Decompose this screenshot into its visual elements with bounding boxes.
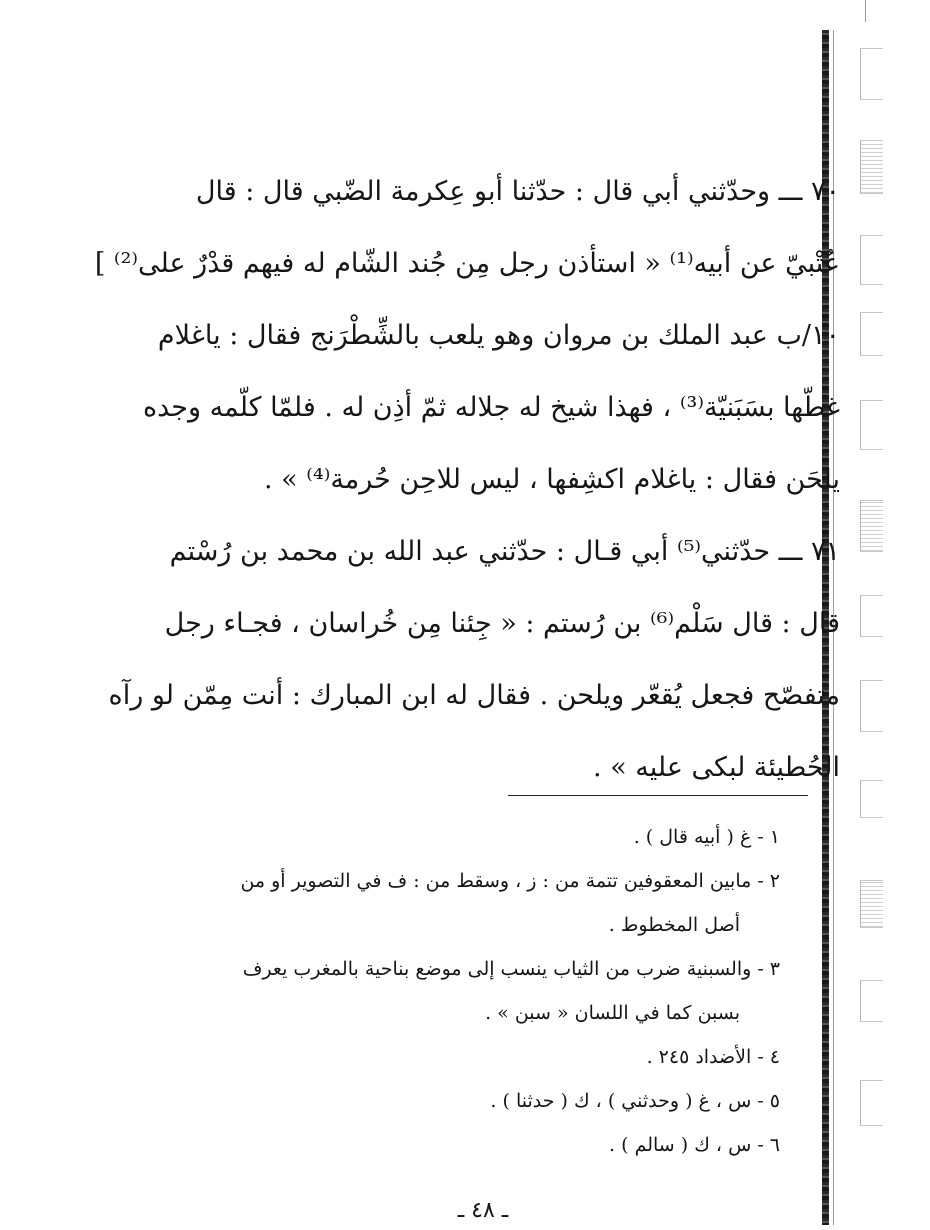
margin-mark [860, 500, 883, 552]
margin-mark [860, 235, 883, 285]
text-line: غطّها بسَبَنيّة⁽³⁾ ، فهذا شيخ له جلاله ثمّ أذِن له . فلمّا كلّمه وجده [142, 392, 840, 423]
footnote-separator [508, 795, 808, 796]
text-line: عُتْبيّ عن أبيه⁽¹⁾ « استأذن رجل مِن جُند الشّام له فيهم قدْرٌ على⁽²⁾ ] [94, 248, 840, 279]
margin-mark [860, 880, 883, 928]
margin-mark [860, 595, 883, 637]
margin-mark [860, 312, 883, 356]
margin-mark [860, 48, 883, 100]
margin-mark [860, 140, 883, 194]
text-line: يلحَن فقال : ياغلام اكشِفها ، ليس للاحِن حُرمة⁽⁴⁾ » . [263, 464, 840, 495]
footnote: ٢ - مابين المعقوفين تتمة من : ز ، وسقط من : ف في التصوير أو من [240, 870, 780, 892]
footnote: ١ - غ ( أبيه قال ) . [633, 826, 780, 848]
text-line: قال : قال سَلْم⁽⁶⁾ بن رُستم : « جِئنا مِن خُراسان ، فجـاء رجل [164, 608, 840, 639]
footnotes [160, 815, 780, 1167]
footnote: ٣ - والسبنية ضرب من الثياب ينسب إلى موضع بناحية بالمغرب يعرف [242, 958, 780, 980]
text-line: ٧٠ ـــ وحدّثني أبي قال : حدّثنا أبو عِكرمة الضّبي قال : قال [195, 176, 840, 207]
page-number: ـ ٤٨ ـ [457, 1198, 509, 1223]
margin-scan-marks [860, 0, 890, 1230]
footnote-continuation: بسبن كما في اللسان « سبن » . [485, 1002, 740, 1024]
footnote: ٤ - الأضداد ٢٤٥ . [646, 1046, 780, 1068]
main-text [94, 162, 840, 810]
margin-mark [860, 680, 883, 732]
margin-mark [860, 780, 883, 818]
margin-mark [860, 980, 883, 1022]
footnote-continuation: أصل المخطوط . [608, 914, 740, 936]
text-line: متفصّح فجعل يُقعّر ويلحن . فقال له ابن المبارك : أنت مِمّن لو رآه [108, 680, 840, 711]
text-line: ١٠/ب عبد الملك بن مروان وهو يلعب بالشِّطْرَنج فقال : ياغلام [157, 320, 840, 351]
text-line: ٧١ ـــ حدّثني⁽⁵⁾ أبي قـال : حدّثني عبد الله بن محمد بن رُسْتم [169, 536, 840, 567]
text-line: الحُطيئة لبكى عليه » . [593, 752, 840, 783]
margin-mark [860, 1080, 883, 1126]
footnote: ٦ - س ، ك ( سالم ) . [609, 1134, 780, 1156]
footnote: ٥ - س ، غ ( وحدثني ) ، ك ( حدثنا ) . [490, 1090, 780, 1112]
margin-mark [860, 400, 883, 450]
